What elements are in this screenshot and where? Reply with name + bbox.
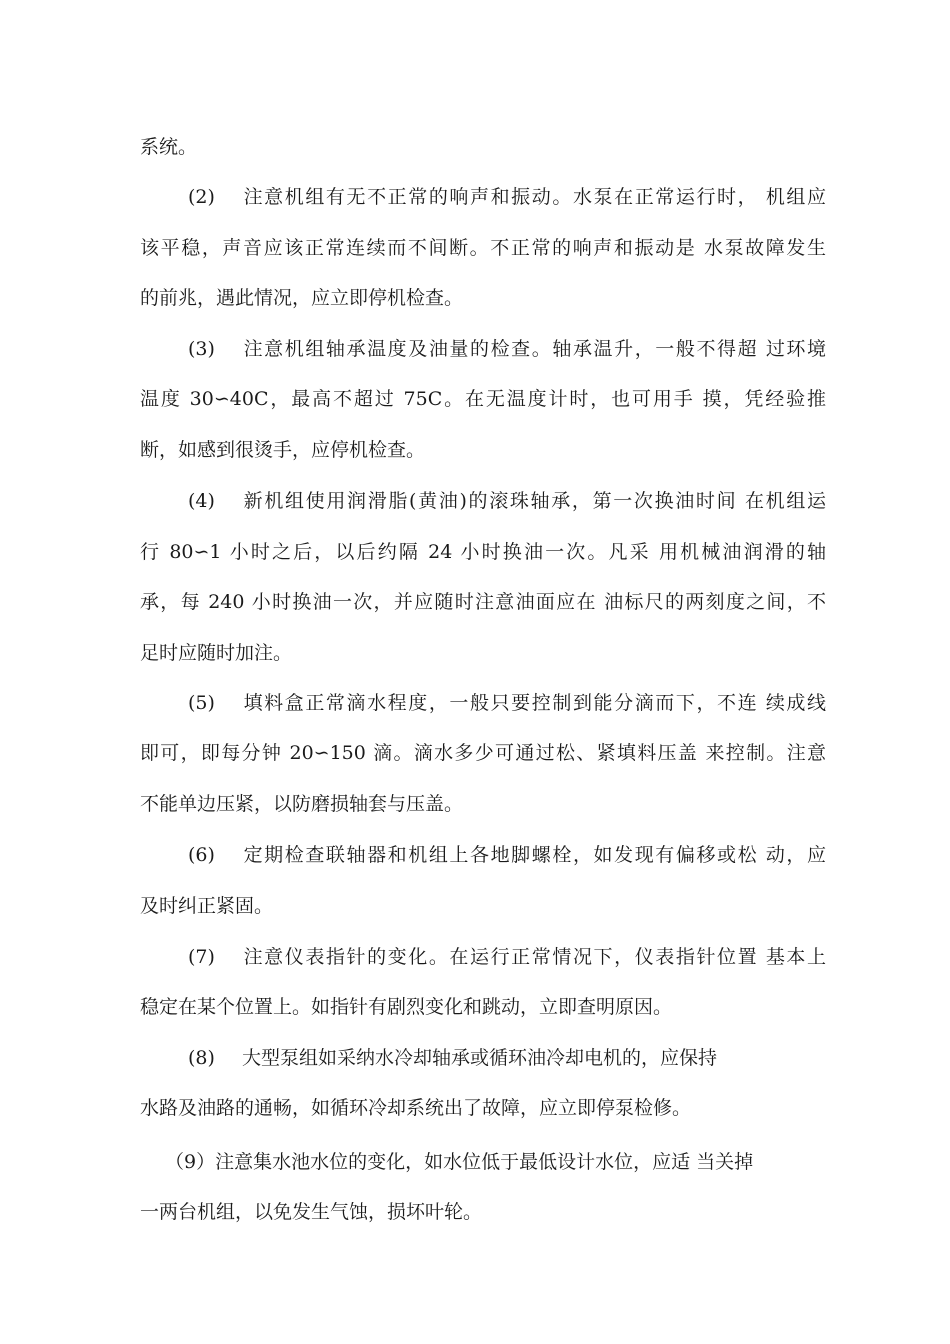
text-line: 承，每 240 小时换油一次，并应随时注意油面应在 油标尺的两刻度之间，不 bbox=[140, 591, 826, 613]
item-number: (2) bbox=[188, 186, 215, 208]
item-number: (4) bbox=[188, 490, 215, 512]
text-line: 不能单边压紧，以防磨损轴套与压盖。 bbox=[140, 793, 464, 815]
text-line: 系统。 bbox=[140, 136, 198, 158]
text-line: 断，如感到很烫手，应停机检查。 bbox=[140, 439, 426, 461]
text-line: 的前兆，遇此情况，应立即停机检查。 bbox=[140, 287, 464, 309]
paragraph-2-first-line: (2) 注意机组有无不正常的响声和振动。水泵在正常运行时， 机组应 bbox=[188, 186, 826, 208]
text-line: 温度 30∽40C，最高不超过 75C。在无温度计时，也可用手 摸，凭经验推 bbox=[140, 388, 826, 410]
text-line: 及时纠正紧固。 bbox=[140, 895, 274, 917]
text-line: 水路及油路的通畅，如循环冷却系统出了故障，应立即停泵检修。 bbox=[140, 1097, 692, 1119]
item-number: （9） bbox=[165, 1151, 216, 1173]
item-number: (5) bbox=[188, 692, 215, 714]
text-line: 行 80∽1 小时之后，以后约隔 24 小时换油一次。凡采 用机械油润滑的轴 bbox=[140, 541, 826, 563]
text-line: 该平稳，声音应该正常连续而不间断。不正常的响声和振动是 水泵故障发生 bbox=[140, 237, 826, 259]
text-line: 一两台机组，以免发生气蚀，损坏叶轮。 bbox=[140, 1201, 483, 1223]
text-line: 足时应随时加注。 bbox=[140, 642, 293, 664]
text-line: 稳定在某个位置上。如指针有剧烈变化和跳动，立即查明原因。 bbox=[140, 996, 673, 1018]
text-line: 即可，即每分钟 20∽150 滴。滴水多少可通过松、紧填料压盖 来控制。注意 bbox=[140, 742, 826, 764]
paragraph-8-first-line: (8) 大型泵组如采纳水冷却轴承或循环油冷却电机的，应保持 bbox=[188, 1047, 718, 1069]
item-number: (3) bbox=[188, 338, 215, 360]
paragraph-3-first-line: (3) 注意机组轴承温度及油量的检查。轴承温升，一般不得超 过环境 bbox=[188, 338, 826, 360]
item-number: (7) bbox=[188, 946, 215, 968]
paragraph-4-first-line: (4) 新机组使用润滑脂(黄油)的滚珠轴承，第一次换油时间 在机组运 bbox=[188, 490, 826, 512]
paragraph-6-first-line: (6) 定期检查联轴器和机组上各地脚螺栓，如发现有偏移或松 动，应 bbox=[188, 844, 826, 866]
item-number: (6) bbox=[188, 844, 215, 866]
paragraph-5-first-line: (5) 填料盒正常滴水程度，一般只要控制到能分滴而下，不连 续成线 bbox=[188, 692, 826, 714]
item-number: (8) bbox=[188, 1047, 215, 1069]
paragraph-9-first-line: （9）注意集水池水位的变化，如水位低于最低设计水位，应适 当关掉 bbox=[165, 1151, 754, 1173]
paragraph-7-first-line: (7) 注意仪表指针的变化。在运行正常情况下，仪表指针位置 基本上 bbox=[188, 946, 826, 968]
